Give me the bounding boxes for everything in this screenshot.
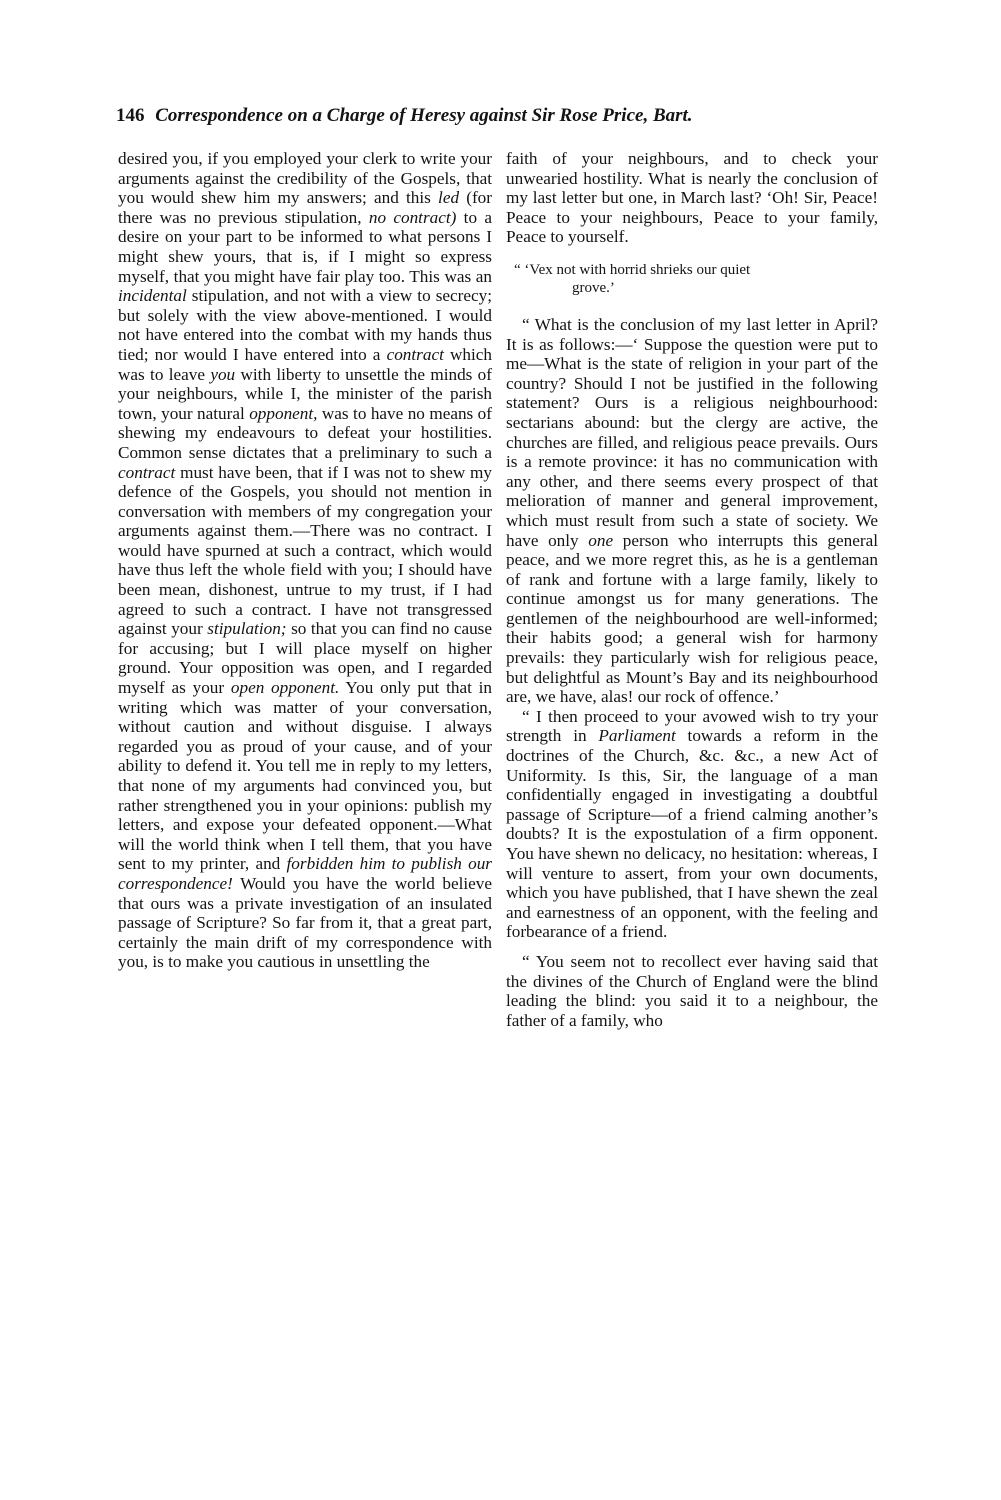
paragraph (506, 149, 878, 247)
text-run: must have been, that if I was not to shew my defence of the Gospels, you should not mention in conversation with members of my congregation your arguments against them.—There was no contract. I would have spurned at such a contract, which would have thus left the whole field with you; I should have been mean, dishonest, untrue to my trust, if I had agreed to such a contract. I have not transgressed against your (118, 462, 492, 639)
text-run: person who interrupts this general peace, and we more regret this, as he is a gentleman of rank and fortune with a large family, likely to continue amongst us for many generations. The gentlemen of the neighbourhood are well-informed; their habits good; a general wish for harmony prevails: they particularly wish for religious peace, but delightful as Mount’s Bay and its neighbourhood are, we have, alas! our rock of offence.’ (506, 530, 878, 707)
text-run: was to have no means of shewing my endeavours to defeat your hostilities. Common sense dictates that a preliminary to such a (118, 403, 492, 462)
text-run: towards a reform in the doctrines of the Church, &c. &c., a new Act of Uniformity. Is this, Sir, the language of a man confidentially engaged in investigating a doubtful passage of Scripture—of a friend calming another’s doubts? It is the expostulation of a firm opponent. You have shewn no delicacy, no hesitation: whereas, I will venture to assert, from your own documents, which you have published, that I have shewn the zeal and earnestness of an opponent, with the feeling and forbearance of a friend. (506, 726, 878, 942)
text-run: Would you have the world believe that ours was a private investigation of an insulated passage of Scripture? So far from it, that a great part, certainly the main drift of my correspondence with you, is to make you cautious in unsettling the (118, 873, 492, 972)
running-header (116, 104, 876, 128)
italic-text: forbidden him to publish our correspondence! (118, 854, 492, 893)
italic-text: opponent, (249, 403, 318, 423)
text-run: “ What is the conclusion of my last letter in April? It is as follows:—‘ Suppose the question were put to me—What is the state of religion in your part of the country? Should I not be justified in the following statement? Ours is a religious neighbourhood: sectarians abound: but the clergy are active, the churches are filled, and religious peace prevails. Ours is a remote province: it has no communication with any other, and there seems every prospect of that melioration of manner and general improvement, which must result from such a state of society. We have only (506, 314, 878, 550)
italic-text: contract (118, 462, 176, 482)
italic-text: no contract) (368, 207, 457, 227)
left-column (118, 149, 492, 972)
running-title: Correspondence on a Charge of Heresy against Sir Rose Price, Bart. (155, 105, 693, 126)
verse-quotation (506, 261, 878, 297)
text-run: to a desire on your part to be informed to what persons I might shew yours, that is, if I might so express myself, that you might have fair play too. This was an (118, 207, 492, 286)
paragraph (506, 952, 878, 1030)
page-number: 146 (116, 105, 145, 126)
italic-text: open opponent. (230, 678, 340, 698)
right-column (506, 149, 878, 1030)
text-run: faith of your neighbours, and to check your unwearied hostility. What is nearly the conclusion of my last letter but one, in March last? ‘Oh! Sir, Peace! Peace to your neighbours, Peace to your family, Peace to yourself. (506, 149, 878, 247)
paragraph (118, 149, 492, 972)
text-run: You only put that in writing which was matter of your conversation, without caution and without disguise. I always regarded you as proud of your cause, and of your ability to defend it. You tell me in reply to my letters, that none of my arguments had convinced you, but rather strengthened you in your opinions: publish my letters, and expose your defeated opponent.—What will the world think when I tell them, that you have sent to my printer, and (118, 678, 492, 874)
italic-text: stipulation; (207, 619, 287, 639)
text-run: stipulation, and not with a view to secrecy; but solely with the view above-mentioned. I would not have entered into the combat with my hands thus tied; nor would I have entered into a (118, 286, 492, 364)
text-run: “ You seem not to recollect ever having said that the divines of the Church of England were the blind leading the blind: you said it to a neighbour, the father of a family, who (506, 951, 878, 1030)
italic-text: contract (386, 344, 444, 364)
quote-line: grove.’ (572, 279, 615, 296)
italic-text: one (588, 530, 614, 550)
text-run: desired you, if you employed your clerk to write your arguments against the credibility of the Gospels, that you would shew him my answers; and this (118, 149, 492, 208)
text-run: with liberty to unsettle the minds of your neighbours, while I, the minister of the parish town, your natural (118, 364, 492, 423)
italic-text: led (438, 188, 460, 208)
italic-text: Parliament (598, 726, 676, 746)
italic-text: incidental (118, 286, 187, 306)
text-run: which was to leave (118, 344, 492, 384)
text-run: so that you can find no cause for accusing; but I will place myself on higher ground. Your opposition was open, and I regarded myself as your (118, 619, 492, 698)
quote-line: “ ‘Vex not with horrid shrieks our quiet (514, 261, 751, 278)
text-run: (for there was no previous stipulation, (118, 188, 492, 227)
italic-text: you (210, 364, 236, 384)
text-run: “ I then proceed to your avowed wish to try your strength in (506, 706, 878, 746)
paragraph (506, 707, 878, 942)
paragraph (506, 315, 878, 707)
